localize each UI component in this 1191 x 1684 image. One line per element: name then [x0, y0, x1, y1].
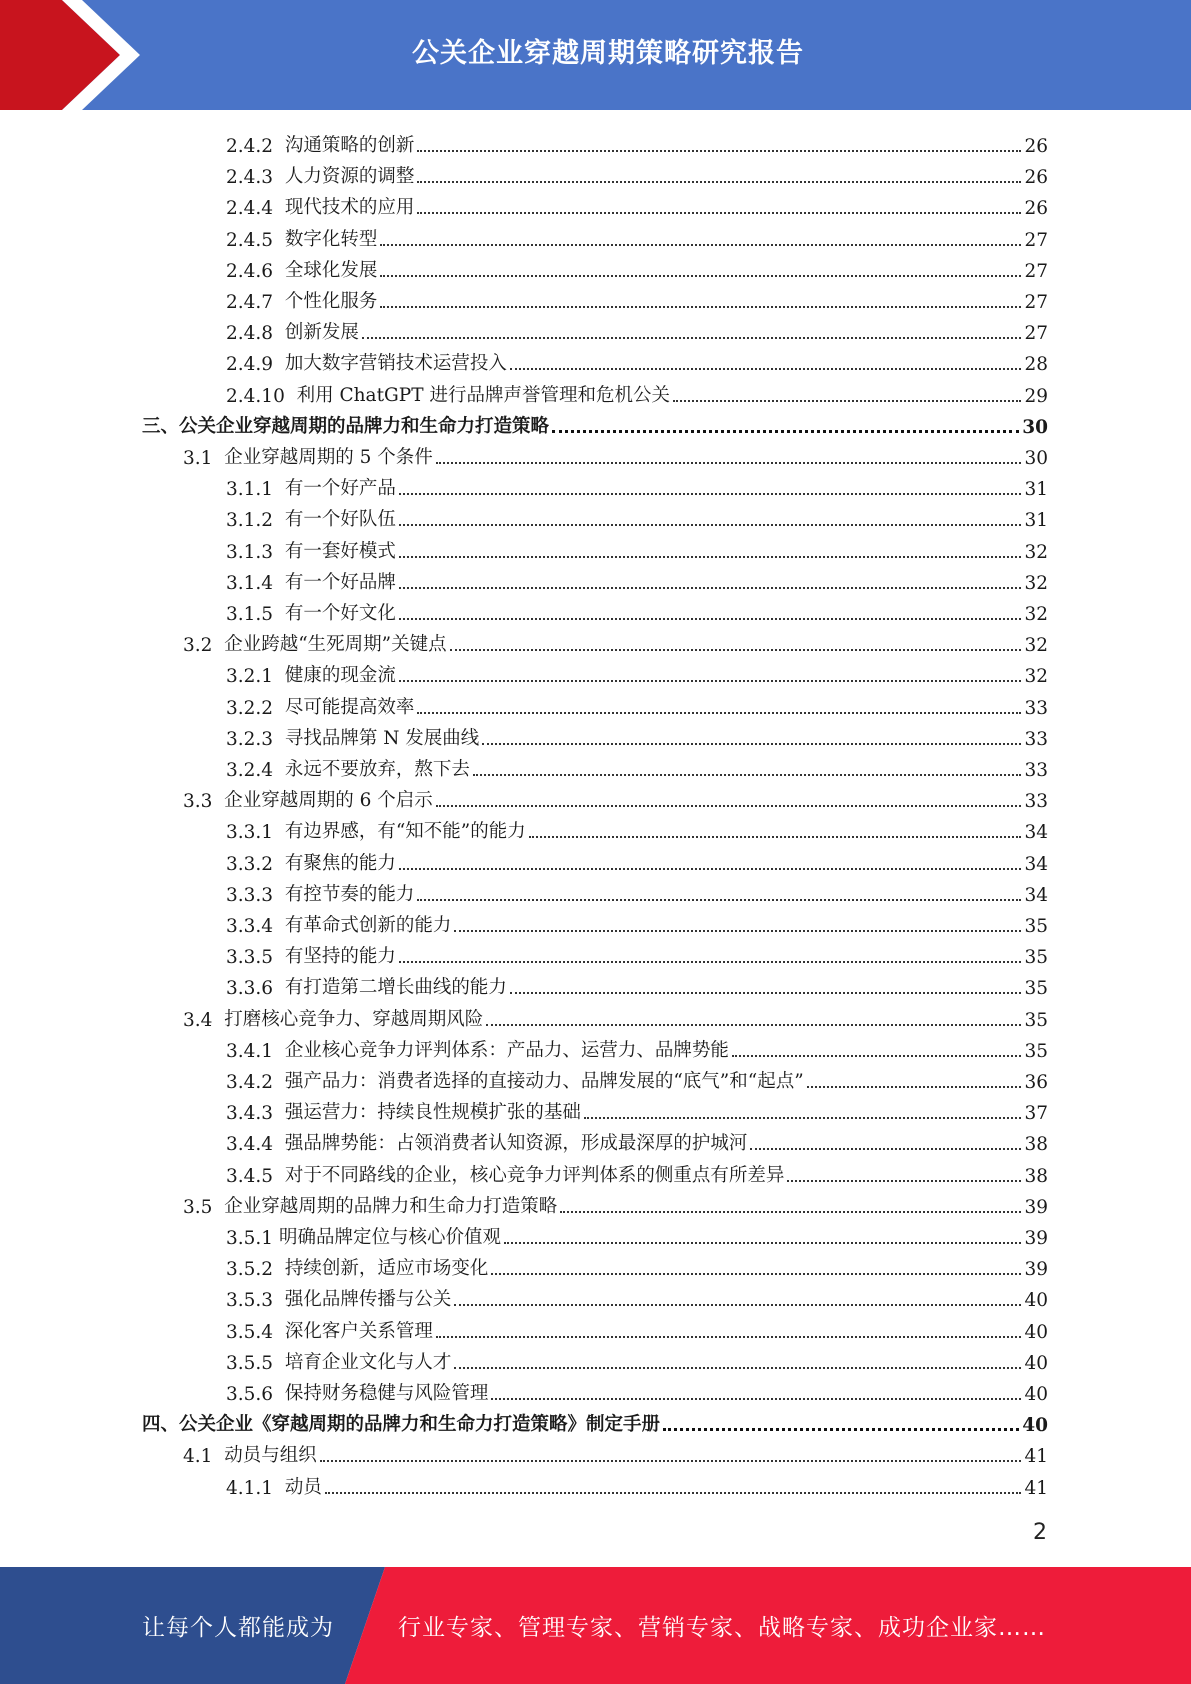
toc-entry-spacer — [273, 1478, 285, 1499]
toc-entry-page: 40 — [1022, 1415, 1048, 1437]
toc-entry-number: 4.1.1 — [226, 1477, 274, 1499]
toc-entry-title: 有一个好文化 — [284, 603, 396, 624]
toc-dot-leader — [454, 1367, 1021, 1369]
toc-entry-page: 26 — [1024, 136, 1048, 157]
toc-entry-number: 3.4.4 — [226, 1134, 274, 1156]
toc-entry[interactable] — [226, 344, 1048, 375]
toc-entry-title: 有坚持的能力 — [284, 946, 396, 968]
toc-dot-leader — [486, 1024, 1021, 1026]
toc-entry-spacer — [273, 292, 285, 313]
toc-dot-leader — [399, 961, 1022, 963]
toc-entry-title: 寻找品牌第 N 发展曲线 — [284, 727, 480, 749]
toc-dot-leader — [510, 368, 1022, 370]
toc-entry-spacer — [212, 1446, 224, 1467]
toc-entry-spacer — [273, 573, 285, 594]
toc-dot-leader — [325, 1492, 1022, 1494]
toc-entry-spacer — [273, 167, 285, 188]
toc-entry-page: 41 — [1024, 1477, 1048, 1499]
toc-entry[interactable] — [226, 844, 1048, 875]
toc-dot-leader — [673, 400, 1021, 402]
toc-entry-spacer — [273, 1322, 285, 1343]
toc-entry[interactable] — [226, 1312, 1048, 1343]
toc-entry[interactable] — [226, 500, 1048, 531]
toc-entry-title: 沟通策略的创新 — [284, 135, 415, 156]
toc-entry-number: 2.4.9 — [226, 354, 274, 376]
toc-entry-page: 32 — [1024, 666, 1048, 688]
toc-entry-spacer — [273, 978, 285, 999]
toc-dot-leader — [807, 1086, 1022, 1088]
toc-entry-number: 3.3.4 — [226, 916, 274, 937]
toc-dot-leader — [504, 1242, 1021, 1244]
toc-entry-spacer — [273, 354, 285, 375]
toc-entry-number: 3.3.2 — [226, 853, 274, 875]
toc-entry[interactable] — [183, 1000, 1048, 1031]
toc-entry[interactable] — [226, 968, 1048, 999]
toc-entry-spacer — [273, 1041, 285, 1062]
report-title: 公关企业穿越周期策略研究报告 — [412, 37, 804, 69]
toc-entry-title: 有一个好产品 — [284, 478, 396, 500]
toc-entry-number: 2.4.5 — [226, 229, 274, 251]
toc-dot-leader — [399, 868, 1022, 870]
toc-dot-leader — [552, 430, 1019, 433]
toc-entry-number: 3.4 — [183, 1009, 213, 1031]
toc-entry-page: 34 — [1024, 853, 1048, 875]
page-number: 2 — [1033, 1520, 1047, 1545]
toc-entry-page: 37 — [1024, 1103, 1048, 1125]
toc-dot-leader — [417, 712, 1021, 714]
toc-entry-spacer — [273, 604, 285, 625]
toc-dot-leader — [663, 1428, 1019, 1431]
toc-entry-title: 对于不同路线的企业，核心竞争力评判体系的侧重点有所差异 — [284, 1164, 785, 1186]
toc-dot-leader — [454, 930, 1021, 932]
toc-entry[interactable] — [226, 469, 1048, 500]
toc-entry-title: 健康的现金流 — [284, 665, 396, 687]
toc-dot-leader — [399, 556, 1022, 558]
toc-entry-spacer — [273, 760, 285, 781]
toc-entry-page: 26 — [1024, 167, 1048, 189]
toc-entry-page: 34 — [1024, 822, 1048, 844]
toc-entry-number: 3.5.2 — [226, 1259, 274, 1281]
toc-entry-number: 3.5.4 — [226, 1321, 274, 1343]
toc-entry[interactable] — [183, 438, 1048, 469]
toc-entry[interactable] — [226, 594, 1048, 625]
toc-entry-number: 3.1.4 — [226, 572, 274, 594]
toc-entry-number: 3.3.1 — [226, 822, 274, 844]
toc-entry[interactable] — [226, 563, 1048, 594]
toc-entry-number: 2.4.6 — [226, 260, 274, 282]
toc-entry-spacer — [273, 698, 285, 719]
toc-entry-title: 动员与组织 — [224, 1445, 317, 1467]
toc-entry-number: 4.1 — [183, 1446, 213, 1468]
toc-entry[interactable] — [226, 1031, 1048, 1062]
toc-entry-number: 3.1 — [183, 448, 213, 469]
toc-entry-number: 3.1.2 — [226, 510, 274, 532]
toc-entry-title: 全球化发展 — [284, 259, 378, 281]
toc-dot-leader — [787, 1180, 1021, 1182]
toc-entry-page: 28 — [1024, 354, 1048, 376]
toc-entry-spacer — [212, 791, 224, 812]
toc-dot-leader — [560, 1211, 1021, 1213]
toc-entry-page: 39 — [1024, 1196, 1048, 1218]
toc-entry-title: 有一个好队伍 — [284, 509, 396, 531]
toc-entry-title: 动员 — [284, 1476, 322, 1498]
toc-entry-page: 40 — [1024, 1384, 1048, 1405]
toc-entry-page: 32 — [1024, 604, 1048, 625]
toc-entry-title: 个性化服务 — [284, 291, 378, 312]
toc-entry[interactable] — [226, 688, 1048, 719]
toc-entry-title: 有打造第二增长曲线的能力 — [284, 977, 507, 999]
toc-entry-title: 明确品牌定位与核心价值观 — [278, 1227, 501, 1248]
toc-entry[interactable] — [226, 313, 1048, 344]
toc-dot-leader — [380, 306, 1021, 308]
toc-entry-number: 3.3.5 — [226, 947, 274, 969]
toc-entry-title: 保持财务稳健与风险管理 — [284, 1383, 489, 1404]
toc-dot-leader — [362, 337, 1022, 339]
toc-entry-spacer — [273, 854, 285, 875]
toc-entry-title: 有控节奏的能力 — [284, 883, 415, 905]
toc-dot-leader — [491, 1398, 1021, 1400]
toc-entry-page: 35 — [1024, 1009, 1048, 1031]
footer-slogan-left: 让每个人都能成为 — [142, 1615, 334, 1641]
toc-entry-spacer — [273, 885, 285, 906]
toc-entry-page: 33 — [1024, 760, 1048, 781]
toc-dot-leader — [491, 1273, 1021, 1275]
toc-entry-number: 3.3 — [183, 791, 213, 813]
toc-dot-leader — [450, 649, 1022, 651]
toc-entry[interactable] — [226, 1343, 1048, 1374]
toc-entry-spacer — [212, 1010, 224, 1031]
toc-entry-page: 32 — [1024, 572, 1048, 594]
toc-dot-leader — [417, 181, 1021, 183]
toc-entry-page: 41 — [1024, 1446, 1048, 1468]
toc-entry-page: 30 — [1024, 448, 1048, 469]
toc-entry-page: 35 — [1024, 978, 1048, 1000]
toc-entry[interactable] — [226, 656, 1048, 687]
toc-entry-title: 强产品力：消费者选择的直接动力、品牌发展的“底气”和“起点” — [284, 1071, 804, 1092]
toc-entry-title: 加大数字营销技术运营投入 — [284, 353, 507, 375]
toc-entry-number: 3.4.3 — [226, 1103, 274, 1125]
toc-entry[interactable] — [142, 1405, 1048, 1436]
toc-entry-page: 32 — [1024, 541, 1048, 563]
toc-dot-leader — [732, 1055, 1022, 1057]
toc-entry-title: 企业穿越周期的品牌力和生命力打造策略 — [224, 1195, 558, 1217]
toc-entry-spacer — [273, 947, 285, 968]
toc-entry-title: 有边界感，有“知不能”的能力 — [284, 821, 526, 843]
toc-entry-title: 企业跨越“生死周期”关键点 — [224, 634, 447, 656]
toc-entry-number: 3.3.3 — [226, 884, 274, 906]
toc-entry-page: 40 — [1024, 1352, 1048, 1374]
toc-entry-title: 公关企业《穿越周期的品牌力和生命力打造策略》制定手册 — [179, 1414, 661, 1436]
toc-entry-page: 36 — [1024, 1072, 1048, 1093]
toc-entry-number: 3.4.1 — [226, 1040, 274, 1062]
toc-entry[interactable] — [226, 532, 1048, 563]
toc-entry[interactable] — [226, 812, 1048, 843]
toc-entry[interactable] — [226, 937, 1048, 968]
toc-entry[interactable] — [226, 906, 1048, 937]
toc-entry[interactable] — [226, 1249, 1048, 1280]
toc-dot-leader — [436, 1336, 1022, 1338]
toc-entry-spacer — [273, 261, 285, 282]
toc-entry-spacer — [273, 666, 285, 687]
toc-entry[interactable] — [226, 1062, 1048, 1093]
toc-entry-number: 3.1.1 — [226, 479, 274, 501]
toc-entry-page: 40 — [1024, 1290, 1048, 1312]
toc-entry-page: 35 — [1024, 947, 1048, 969]
toc-entry[interactable] — [226, 376, 1048, 407]
toc-entry[interactable] — [226, 157, 1048, 188]
toc-entry-number: 3.5.1 — [226, 1228, 274, 1249]
toc-dot-leader — [399, 524, 1022, 526]
toc-entry[interactable] — [183, 1187, 1048, 1218]
toc-entry-spacer — [212, 1197, 224, 1218]
toc-entry-title: 打磨核心竞争力、穿越周期风险 — [224, 1008, 484, 1030]
toc-entry-page: 39 — [1024, 1228, 1048, 1249]
toc-entry-spacer — [273, 479, 285, 500]
toc-entry-title: 公关企业穿越周期的品牌力和生命力打造策略 — [179, 415, 550, 437]
toc-entry-page: 38 — [1024, 1134, 1048, 1156]
toc-entry-spacer — [273, 136, 285, 157]
toc-entry-number: 3.2.1 — [226, 666, 274, 688]
toc-entry-spacer — [285, 386, 297, 407]
toc-entry-spacer — [273, 1072, 285, 1093]
toc-entry-spacer — [273, 1384, 285, 1405]
toc-entry-title: 有革命式创新的能力 — [284, 915, 452, 936]
toc-dot-leader — [584, 1117, 1022, 1119]
toc-entry[interactable] — [226, 126, 1048, 157]
toc-entry-title: 有聚焦的能力 — [284, 852, 396, 874]
toc-entry-title: 强运营力：持续良性规模扩张的基础 — [284, 1102, 581, 1124]
toc-entry-title: 数字化转型 — [284, 228, 378, 250]
toc-entry-page: 27 — [1024, 260, 1048, 282]
toc-entry-title: 有一套好模式 — [284, 540, 396, 562]
toc-entry-page: 33 — [1024, 791, 1048, 813]
toc-entry-page: 27 — [1024, 292, 1048, 313]
toc-entry-page: 38 — [1024, 1165, 1048, 1187]
page-footer — [0, 1567, 1191, 1684]
toc-entry-spacer — [273, 1290, 285, 1311]
toc-dot-leader — [454, 1304, 1021, 1306]
toc-entry[interactable] — [142, 407, 1048, 438]
toc-entry-spacer — [273, 729, 285, 750]
toc-entry-page: 35 — [1024, 916, 1048, 937]
toc-dot-leader — [417, 212, 1021, 214]
toc-entry-number: 2.4.2 — [226, 136, 274, 157]
toc-entry[interactable] — [226, 719, 1048, 750]
toc-entry-title: 人力资源的调整 — [284, 166, 415, 188]
toc-dot-leader — [380, 275, 1021, 277]
toc-entry-number: 2.4.4 — [226, 198, 274, 220]
toc-entry[interactable] — [226, 188, 1048, 219]
toc-entry-title: 培育企业文化与人才 — [284, 1351, 452, 1373]
toc-entry-spacer — [273, 230, 285, 251]
toc-dot-leader — [417, 150, 1021, 152]
toc-entry-spacer — [273, 510, 285, 531]
toc-entry-page: 39 — [1024, 1259, 1048, 1281]
footer-slogan-right: 行业专家、管理专家、营销专家、战略专家、成功企业家…… — [398, 1615, 1046, 1641]
toc-dot-leader — [529, 836, 1022, 838]
toc-entry-number: 3.2.3 — [226, 728, 274, 750]
toc-entry-spacer — [273, 542, 285, 563]
toc-dot-leader — [436, 462, 1022, 464]
toc-entry[interactable] — [226, 251, 1048, 282]
toc-entry-spacer — [273, 1103, 285, 1124]
toc-entry-page: 34 — [1024, 884, 1048, 906]
toc-entry-page: 31 — [1024, 479, 1048, 501]
toc-entry[interactable] — [226, 282, 1048, 313]
toc-entry-spacer — [273, 822, 285, 843]
toc-entry-number: 3.4.5 — [226, 1165, 274, 1187]
toc-entry[interactable] — [226, 1156, 1048, 1187]
toc-entry-number: 3.5 — [183, 1196, 213, 1218]
toc-entry-page: 30 — [1022, 416, 1048, 438]
toc-dot-leader — [320, 1460, 1022, 1462]
toc-entry-title: 强化品牌传播与公关 — [284, 1289, 452, 1311]
toc-entry[interactable] — [226, 1093, 1048, 1124]
toc-entry-spacer — [212, 635, 224, 656]
toc-entry-spacer — [273, 916, 285, 937]
toc-entry-spacer — [273, 1134, 285, 1155]
toc-entry-title: 尽可能提高效率 — [284, 696, 415, 718]
toc-entry[interactable] — [183, 625, 1048, 656]
toc-entry[interactable] — [226, 1468, 1048, 1499]
toc-entry-page: 27 — [1024, 229, 1048, 251]
toc-dot-leader — [399, 680, 1022, 682]
toc-dot-leader — [399, 493, 1022, 495]
toc-entry-spacer — [212, 448, 224, 469]
toc-dot-leader — [380, 244, 1021, 246]
toc-dot-leader — [436, 805, 1022, 807]
toc-entry-number: 3.4.2 — [226, 1072, 274, 1093]
page-header — [0, 0, 1191, 110]
toc-entry-number: 3.1.3 — [226, 541, 274, 563]
toc-entry-title: 现代技术的应用 — [284, 197, 415, 219]
toc-entry-spacer — [273, 1353, 285, 1374]
toc-entry-number: 3.5.5 — [226, 1352, 274, 1374]
toc-entry-title: 企业核心竞争力评判体系：产品力、运营力、品牌势能 — [284, 1039, 729, 1061]
toc-dot-leader — [417, 899, 1021, 901]
toc-dot-leader — [473, 774, 1022, 776]
toc-dot-leader — [510, 992, 1022, 994]
toc-entry-page: 33 — [1024, 697, 1048, 719]
toc-entry[interactable] — [226, 1374, 1048, 1405]
toc-entry-title: 有一个好品牌 — [284, 571, 396, 593]
toc-entry-number: 2.4.10 — [226, 385, 285, 407]
toc-entry-page: 33 — [1024, 728, 1048, 750]
toc-entry-spacer — [273, 1166, 285, 1187]
toc-entry-number: 3.3.6 — [226, 978, 274, 1000]
toc-entry-number: 3.2.2 — [226, 697, 274, 719]
toc-entry-page: 40 — [1024, 1321, 1048, 1343]
toc-entry-number: 2.4.8 — [226, 323, 274, 345]
toc-entry-title: 企业穿越周期的 6 个启示 — [224, 790, 433, 812]
toc-entry-number: 3.5.3 — [226, 1290, 274, 1312]
toc-entry-title: 企业穿越周期的 5 个条件 — [224, 447, 433, 468]
toc-entry-spacer — [273, 1259, 285, 1280]
toc-entry-number: 三、 — [142, 415, 180, 437]
toc-dot-leader — [750, 1148, 1021, 1150]
toc-entry[interactable] — [226, 1280, 1048, 1311]
toc-entry[interactable] — [226, 750, 1048, 781]
toc-entry-page: 35 — [1024, 1040, 1048, 1062]
toc-entry-number: 3.5.6 — [226, 1384, 274, 1405]
toc-entry[interactable] — [183, 781, 1048, 812]
toc-entry[interactable] — [226, 875, 1048, 906]
toc-entry-page: 29 — [1024, 385, 1048, 407]
toc-entry-number: 四、 — [142, 1414, 180, 1436]
toc-entry-number: 3.1.5 — [226, 604, 274, 625]
toc-entry-number: 3.2 — [183, 635, 213, 657]
toc-entry-title: 永远不要放弃，熬下去 — [284, 759, 470, 780]
toc-entry-number: 3.2.4 — [226, 760, 274, 781]
toc-entry-page: 32 — [1024, 635, 1048, 657]
toc-entry[interactable] — [183, 1436, 1048, 1467]
toc-entry-page: 27 — [1024, 323, 1048, 345]
toc-entry[interactable] — [226, 220, 1048, 251]
toc-dot-leader — [399, 618, 1022, 620]
toc-dot-leader — [399, 587, 1022, 589]
toc-entry-title: 利用 ChatGPT 进行品牌声誉管理和危机公关 — [296, 384, 670, 406]
toc-entry[interactable] — [226, 1124, 1048, 1155]
toc-dot-leader — [482, 743, 1021, 745]
toc-entry-number: 2.4.7 — [226, 292, 274, 313]
toc-entry-title: 持续创新，适应市场变化 — [284, 1258, 489, 1280]
toc-entry-title: 强品牌势能：占领消费者认知资源，形成最深厚的护城河 — [284, 1133, 748, 1155]
toc-entry-spacer — [273, 323, 285, 344]
toc-entry-title: 创新发展 — [284, 322, 359, 344]
toc-entry-number: 2.4.3 — [226, 167, 274, 189]
toc-entry-spacer — [273, 198, 285, 219]
toc-entry-page: 26 — [1024, 198, 1048, 220]
toc-entry-title: 深化客户关系管理 — [284, 1320, 433, 1342]
toc-entry[interactable] — [226, 1218, 1048, 1249]
toc-entry-page: 31 — [1024, 510, 1048, 532]
